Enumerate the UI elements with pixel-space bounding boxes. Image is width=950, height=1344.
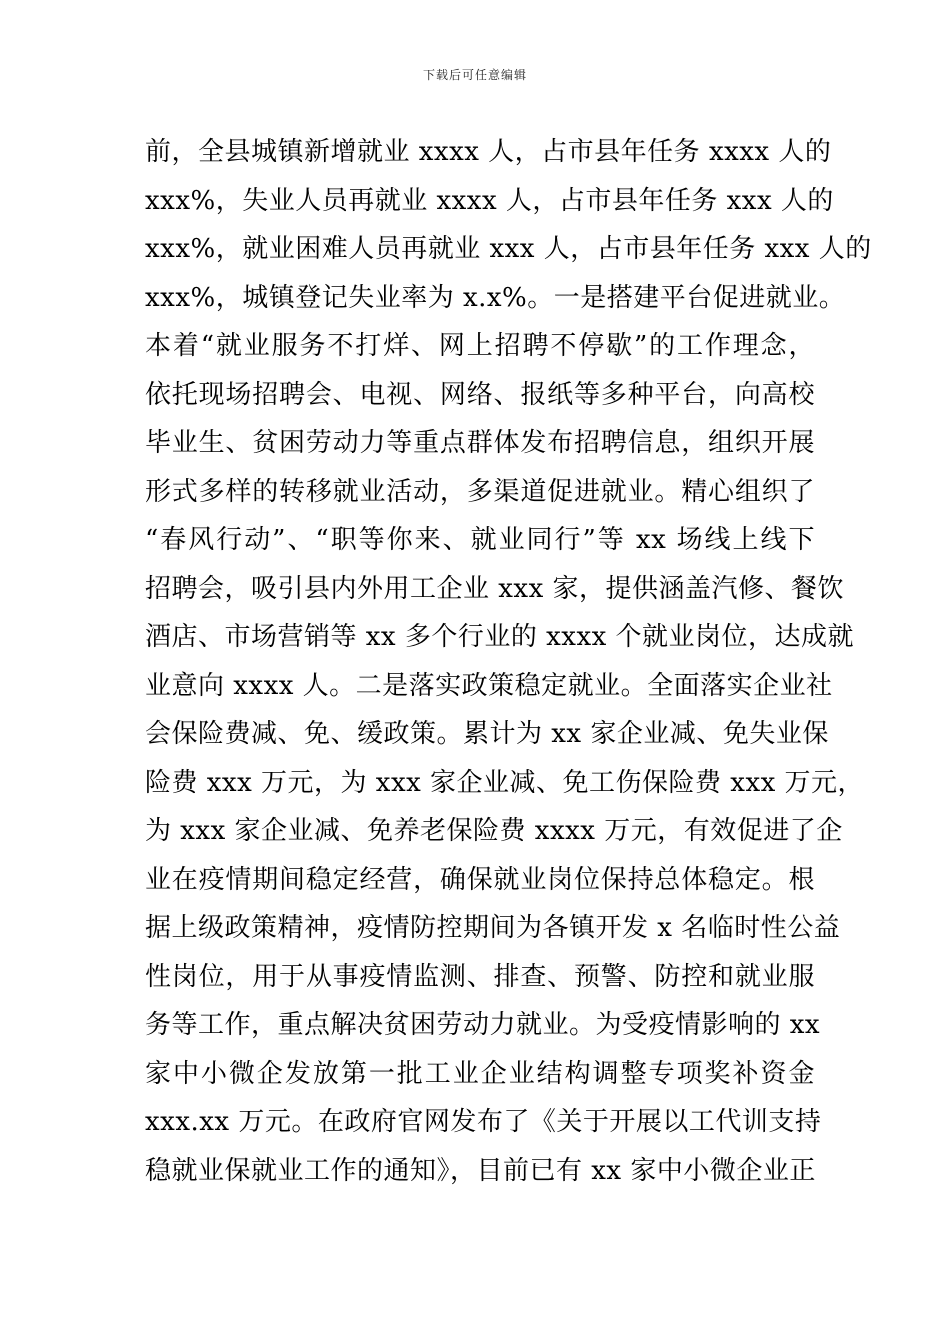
text-line: 稳就业保就业工作的通知》，目前已有 xx 家中小微企业正 bbox=[145, 1155, 816, 1186]
text-line: xxx.xx 万元。在政府官网发布了《关于开展以工代训支持 bbox=[145, 1107, 822, 1137]
document-body bbox=[145, 128, 872, 1195]
page-header: 下载后可任意编辑 bbox=[422, 68, 527, 82]
text-line: 业意向 xxxx 人。二是落实政策稳定就业。全面落实企业社 bbox=[145, 670, 833, 701]
text-line: 据上级政策精神，疫情防控期间为各镇开发 x 名临时性公益 bbox=[145, 913, 841, 943]
text-line: xxx%，失业人员再就业 xxxx 人，占市县年任务 xxx 人的 bbox=[145, 185, 834, 216]
text-line: 性岗位，用于从事疫情监测、排查、预警、防控和就业服 bbox=[145, 961, 815, 992]
text-line: 形式多样的转移就业活动，多渠道促进就业。精心组织了 bbox=[145, 476, 815, 507]
text-line: xxx%，就业困难人员再就业 xxx 人，占市县年任务 xxx 人的 bbox=[145, 234, 872, 264]
text-line: 毕业生、贫困劳动力等重点群体发布招聘信息，组织开展 bbox=[145, 428, 815, 458]
text-line: 依托现场招聘会、电视、网络、报纸等多种平台，向高校 bbox=[145, 379, 815, 410]
text-line: 招聘会，吸引县内外用工企业 xxx 家，提供涵盖汽修、餐饮 bbox=[145, 573, 845, 604]
text-line: 为 xxx 家企业减、免养老保险费 xxxx 万元，有效促进了企 bbox=[145, 816, 843, 846]
text-line: 险费 xxx 万元，为 xxx 家企业减、免工伤保险费 xxx 万元， bbox=[145, 767, 865, 798]
text-line: 会保险费减、免、缓政策。累计为 xx 家企业减、免失业保 bbox=[145, 719, 829, 749]
text-line: 家中小微企发放第一批工业企业结构调整专项奖补资金 bbox=[145, 1058, 815, 1089]
text-line: 务等工作，重点解决贫困劳动力就业。为受疫情影响的 xx bbox=[145, 1010, 821, 1040]
text-line: 业在疫情期间稳定经营，确保就业岗位保持总体稳定。根 bbox=[145, 864, 815, 895]
text-line: xxx%，城镇登记失业率为 x.x%。一是搭建平台促进就业。 bbox=[145, 282, 846, 313]
text-line: 前，全县城镇新增就业 xxxx 人，占市县年任务 xxxx 人的 bbox=[145, 137, 832, 167]
text-line: 本着“就业服务不打烊、网上招聘不停歇”的工作理念， bbox=[145, 331, 815, 361]
text-line: 酒店、市场营销等 xx 多个行业的 xxxx 个就业岗位，达成就 bbox=[145, 622, 855, 652]
text-line: “春风行动”、“职等你来、就业同行”等 xx 场线上线下 bbox=[145, 525, 815, 555]
